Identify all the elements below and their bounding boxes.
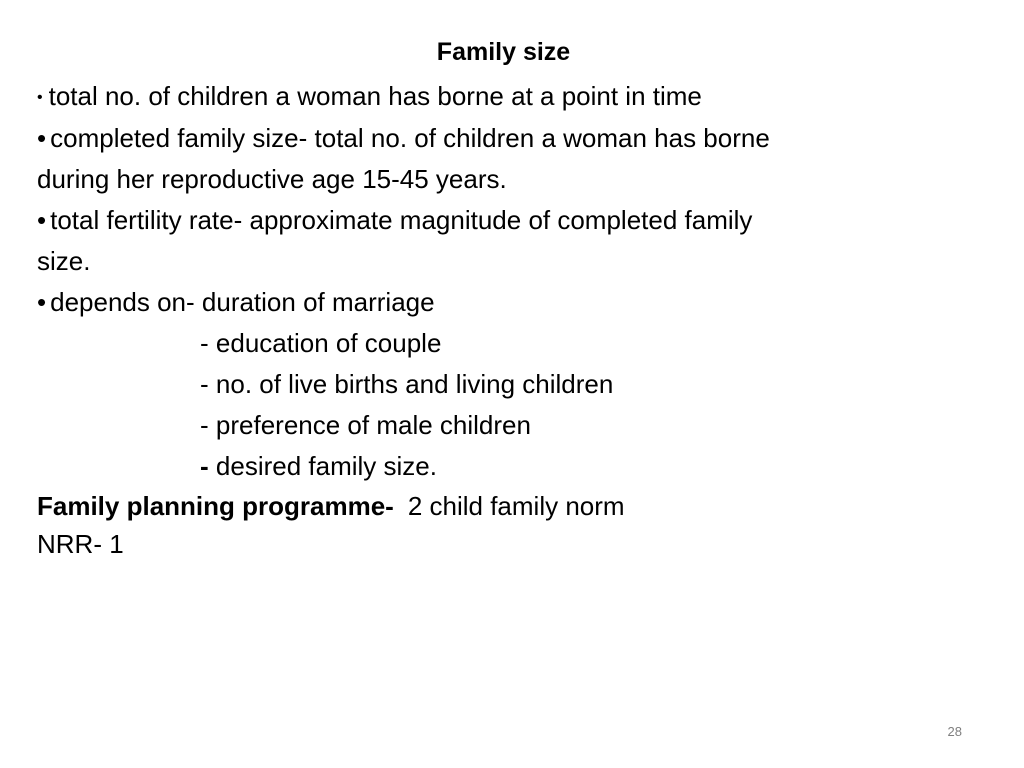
bullet-marker: • <box>37 287 47 317</box>
slide-title: Family size <box>436 38 571 66</box>
bullet-marker: • <box>37 89 43 106</box>
sub-item-dash: - <box>200 410 209 440</box>
page-number: 28 <box>947 724 962 739</box>
family-planning-line <box>37 487 967 525</box>
sub-item-text: education of couple <box>208 328 442 358</box>
bullet-continuation: during her reproductive age 15-45 years. <box>37 164 507 194</box>
bullet-item <box>37 118 967 159</box>
bullet-text: total no. of children a woman has borne at a point in time <box>48 81 702 111</box>
slide-body <box>37 76 967 487</box>
bullet-text: completed family size- total no. of children a woman has borne <box>50 123 770 153</box>
sub-item-text: preference of male children <box>208 410 531 440</box>
bullet-continuation: size. <box>37 246 91 276</box>
bullet-item <box>37 282 967 323</box>
family-planning-value: 2 child family norm <box>407 491 625 521</box>
family-planning-block <box>37 487 967 563</box>
bullet-item <box>37 76 967 118</box>
bullet-marker: • <box>37 205 47 235</box>
nrr-line: NRR- 1 <box>37 529 124 559</box>
sub-item <box>37 364 967 405</box>
family-planning-label: Family planning programme- <box>37 491 394 521</box>
bullet-text: depends on- duration of marriage <box>50 287 435 317</box>
sub-item-dash: - <box>200 369 209 399</box>
bullet-text: total fertility rate- approximate magnitude of completed family <box>50 205 753 235</box>
sub-item <box>37 323 967 364</box>
sub-item-dash: - <box>200 451 209 481</box>
sub-item-text: no. of live births and living children <box>208 369 614 399</box>
bullet-item <box>37 200 967 241</box>
bullet-marker: • <box>37 123 47 153</box>
sub-item <box>37 446 967 487</box>
sub-item-text: desired family size. <box>208 451 437 481</box>
sub-item-dash: - <box>200 328 209 358</box>
sub-item <box>37 405 967 446</box>
